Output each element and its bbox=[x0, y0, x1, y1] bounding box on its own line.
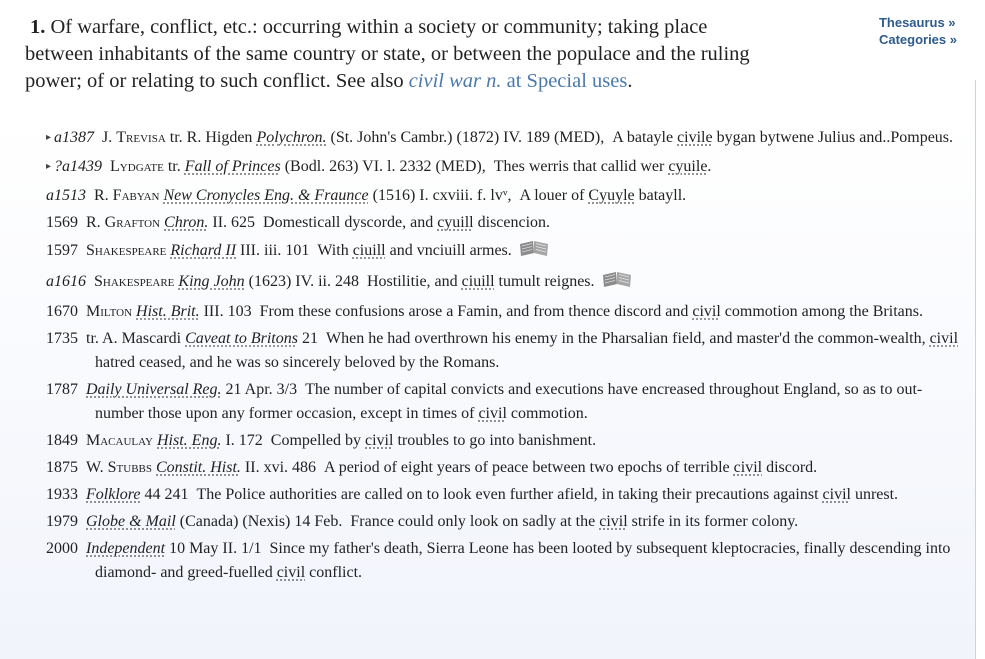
quotation-row bbox=[0, 537, 976, 585]
quotation-row bbox=[0, 269, 976, 297]
quotation-text-after: unrest. bbox=[854, 486, 899, 503]
quotation-reference: 21 Apr. 3/3 bbox=[225, 381, 298, 398]
quotation-row bbox=[0, 510, 976, 534]
quotation-title[interactable]: Fall of Princes bbox=[184, 158, 281, 175]
cross-reference-link[interactable] bbox=[409, 70, 628, 92]
quotation-text-after: discencion. bbox=[477, 214, 551, 231]
quotation-date: 1849 bbox=[46, 432, 78, 449]
quotation-row bbox=[0, 126, 976, 152]
quotation-reference: 44 241 bbox=[144, 486, 189, 503]
quotation-text-after: commotion among the Britans. bbox=[724, 303, 923, 320]
quotation-date: 1787 bbox=[46, 381, 78, 398]
quotation-text-after: and vnciuill armes. bbox=[389, 242, 512, 259]
quotation-row bbox=[0, 155, 976, 181]
quotation-keyword[interactable]: civil bbox=[478, 405, 507, 422]
quotation-keyword[interactable]: Cyuyle bbox=[588, 187, 635, 204]
quotation-author: Milton bbox=[86, 303, 133, 320]
side-links bbox=[879, 14, 957, 48]
quotation-text-after: batayll. bbox=[638, 187, 687, 204]
quotation-title[interactable]: Independent bbox=[86, 540, 166, 557]
quotation-prefix: W. bbox=[86, 459, 104, 476]
quotation-text-after: strife in its former colony. bbox=[631, 513, 799, 530]
quotation-reference: II. 625 bbox=[212, 214, 256, 231]
quotation-title[interactable]: Daily Universal Reg. bbox=[86, 381, 222, 398]
quotation-reference: (1516) I. cxviii. f. lvᵛ, bbox=[372, 187, 512, 204]
quotation-reference: (St. John's Cambr.) (1872) IV. 189 (MED), bbox=[330, 129, 605, 146]
quotation-title[interactable]: New Cronycles Eng. & Fraunce bbox=[163, 187, 369, 204]
quotation-text-before: From these confusions arose a Famin, and from thence discord and bbox=[259, 303, 689, 320]
quotation-author: Grafton bbox=[104, 214, 161, 231]
quotation-text-before: A period of eight years of peace between two epochs of terrible bbox=[324, 459, 730, 476]
quotation-date: ?a1439 bbox=[54, 158, 103, 175]
cross-reference-headword: civil war n. bbox=[408, 70, 502, 92]
open-book-icon[interactable] bbox=[601, 269, 633, 297]
quotation-reference: III. 103 bbox=[203, 303, 252, 320]
quotation-text-before: With bbox=[317, 242, 349, 259]
definition-text: Of warfare, conflict, etc.: occurring within a society or community; taking place between inhabitants of the same country or state, or between the populace and the ruling power; of or relating to such conflict. See also bbox=[25, 16, 750, 92]
quotation-author: Shakespeare bbox=[86, 242, 167, 259]
quotation-text-after: conflict. bbox=[309, 564, 363, 581]
quotation-text-before: Hostilitie, and bbox=[367, 273, 458, 290]
quotation-date: 1979 bbox=[46, 513, 78, 530]
quotation-row bbox=[0, 238, 976, 266]
quotation-author: Fabyan bbox=[112, 187, 160, 204]
quotation-title[interactable]: Constit. Hist. bbox=[156, 459, 241, 476]
quotation-reference: (Canada) (Nexis) 14 Feb. bbox=[179, 513, 343, 530]
quotation-text-before: France could only look on sadly at the bbox=[350, 513, 596, 530]
quotation-reference: I. 172 bbox=[225, 432, 263, 449]
quotation-keyword[interactable]: cyuill bbox=[437, 214, 474, 231]
quotation-date: 1875 bbox=[46, 459, 78, 476]
quotation-prefix: R. bbox=[94, 187, 109, 204]
quotation-keyword[interactable]: civile bbox=[677, 129, 713, 146]
quotation-keyword[interactable]: civil bbox=[365, 432, 394, 449]
quotation-reference: (1623) IV. ii. 248 bbox=[248, 273, 359, 290]
quotation-author: Stubbs bbox=[107, 459, 152, 476]
quotation-text-before: When he had overthrown his enemy in the Pharsalian field, and master'd the common-wealth, bbox=[325, 330, 926, 347]
quotation-row bbox=[0, 483, 976, 507]
quotation-text-after: tumult reignes. bbox=[498, 273, 595, 290]
quotation-row bbox=[0, 184, 976, 208]
quotation-text-after: troubles to go into banishment. bbox=[397, 432, 597, 449]
thesaurus-link[interactable]: Thesaurus » bbox=[878, 15, 956, 30]
quotation-text-before: Compelled by bbox=[270, 432, 361, 449]
categories-link[interactable]: Categories » bbox=[878, 32, 957, 47]
quotation-title[interactable]: Hist. Eng. bbox=[157, 432, 222, 449]
quotation-text-before: A batayle bbox=[612, 129, 674, 146]
quotation-title[interactable]: Hist. Brit. bbox=[136, 303, 200, 320]
quotation-keyword[interactable]: ciuill bbox=[352, 242, 386, 259]
quotation-row bbox=[0, 378, 976, 426]
quotation-row bbox=[0, 327, 976, 375]
quotation-date: 1670 bbox=[46, 303, 78, 320]
quotation-author: Macaulay bbox=[86, 432, 153, 449]
quotation-translator: tr. R. Higden bbox=[169, 129, 253, 146]
sense-definition bbox=[25, 14, 765, 95]
cross-reference-section: at Special uses bbox=[506, 70, 628, 92]
quotation-title[interactable]: Folklore bbox=[86, 486, 141, 503]
quotation-title[interactable]: King John bbox=[178, 273, 245, 290]
quotation-date: 2000 bbox=[46, 540, 78, 557]
quotation-date: a1616 bbox=[46, 273, 86, 290]
triangle-right-icon[interactable]: ▸ bbox=[46, 132, 52, 143]
definition-end: . bbox=[627, 70, 633, 92]
triangle-right-icon[interactable]: ▸ bbox=[46, 161, 52, 172]
quotation-text-before: Since my father's death, Sierra Leone has been looted by subsequent kleptocracies, finally descending into diamond- and greed-fuelled bbox=[95, 540, 951, 581]
quotation-title[interactable]: Chron. bbox=[164, 214, 209, 231]
quotation-keyword[interactable]: ciuill bbox=[461, 273, 495, 290]
quotation-date: 1597 bbox=[46, 242, 78, 259]
quotation-reference: II. xvi. 486 bbox=[244, 459, 317, 476]
quotation-reference: 10 May II. 1/1 bbox=[169, 540, 262, 557]
quotation-text-after: hatred ceased, and he was so sincerely beloved by the Romans. bbox=[95, 354, 500, 371]
quotation-list bbox=[0, 126, 976, 585]
quotation-keyword[interactable]: civil bbox=[692, 303, 721, 320]
quotation-text-before: A louer of bbox=[519, 187, 585, 204]
quotation-author: Shakespeare bbox=[94, 273, 175, 290]
quotation-text-before: Thes werris that callid wer bbox=[493, 158, 665, 175]
quotation-reference: (Bodl. 263) VI. l. 2332 (MED), bbox=[284, 158, 486, 175]
quotation-text-before: The number of capital convicts and executions have encreased throughout England, so as to out-number those upon any former occasion, except in times of bbox=[95, 381, 923, 422]
quotation-keyword[interactable]: cyuile bbox=[668, 158, 708, 175]
quotation-text-before: The Police authorities are called on to look even further afield, in taking their precautions against bbox=[196, 486, 819, 503]
quotation-title[interactable]: Globe & Mail bbox=[86, 513, 176, 530]
quotation-author: Lydgate bbox=[110, 158, 164, 175]
quotation-text-after: bygan bytwene Julius and..Pompeus. bbox=[716, 129, 954, 146]
quotation-translator: tr. bbox=[167, 158, 181, 175]
quotation-prefix: tr. A. Mascardi bbox=[86, 330, 182, 347]
quotation-date: 1569 bbox=[46, 214, 78, 231]
quotation-prefix: J. bbox=[102, 129, 113, 146]
quotation-keyword[interactable]: civil bbox=[929, 330, 959, 347]
quotation-text-after: discord. bbox=[766, 459, 818, 476]
quotation-date: 1735 bbox=[46, 330, 78, 347]
quotation-row bbox=[0, 456, 976, 480]
quotation-author: Trevisa bbox=[116, 129, 166, 146]
open-book-icon[interactable] bbox=[518, 238, 550, 266]
quotation-title[interactable]: Polychron. bbox=[256, 129, 327, 146]
quotation-prefix: R. bbox=[86, 214, 101, 231]
quotation-title[interactable]: Richard II bbox=[170, 242, 237, 259]
quotation-text-before: Domesticall dyscorde, and bbox=[263, 214, 434, 231]
quotation-keyword[interactable]: civil bbox=[733, 459, 763, 476]
quotation-date: a1513 bbox=[46, 187, 86, 204]
quotation-date: 1933 bbox=[46, 486, 78, 503]
quotation-reference: III. iii. 101 bbox=[240, 242, 310, 259]
quotation-row bbox=[0, 300, 976, 324]
quotation-row bbox=[0, 429, 976, 453]
sense-number: 1. bbox=[30, 16, 46, 38]
quotation-keyword[interactable]: civil bbox=[276, 564, 306, 581]
quotation-title[interactable]: Caveat to Britons bbox=[185, 330, 298, 347]
quotation-date: a1387 bbox=[54, 129, 95, 146]
quotation-text-after: . bbox=[707, 158, 712, 175]
quotation-row bbox=[0, 211, 976, 235]
quotation-text-after: commotion. bbox=[510, 405, 588, 422]
quotation-keyword[interactable]: civil bbox=[599, 513, 628, 530]
quotation-reference: 21 bbox=[301, 330, 318, 347]
quotation-keyword[interactable]: civil bbox=[822, 486, 851, 503]
